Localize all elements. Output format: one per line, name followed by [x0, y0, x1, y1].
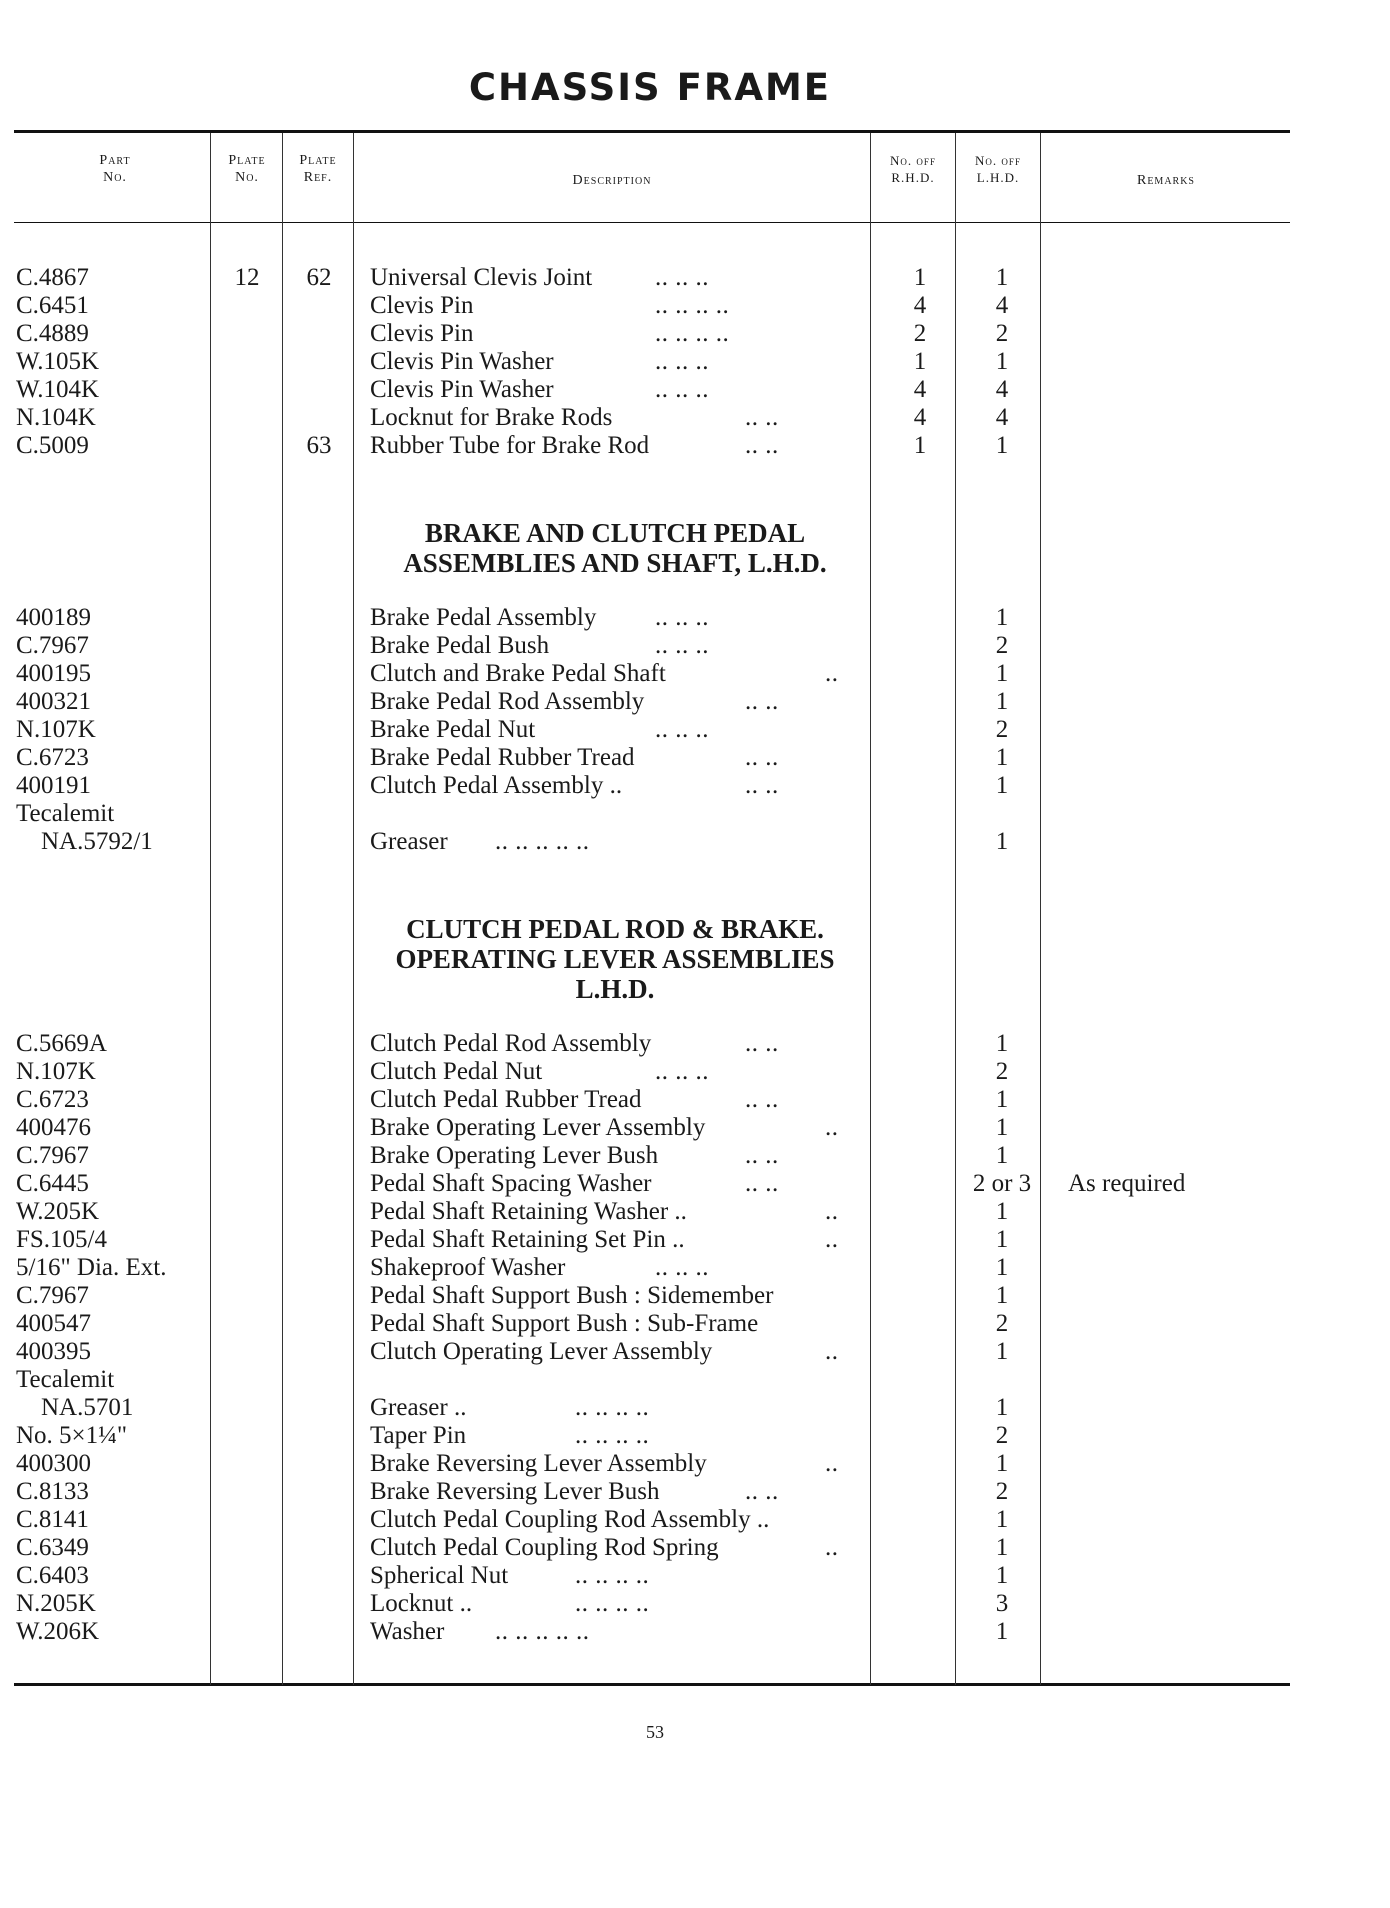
- leader-dots: .. .. ..: [655, 264, 709, 291]
- description: Greaser: [370, 828, 448, 855]
- description: Clutch Pedal Coupling Rod Spring: [370, 1534, 719, 1561]
- description: Brake Reversing Lever Bush: [370, 1478, 660, 1505]
- qty-lhd: 1: [995, 688, 1009, 715]
- qty-lhd: 1: [995, 1506, 1009, 1533]
- part-number: N.205K: [16, 1590, 96, 1617]
- part-number: 400547: [16, 1310, 91, 1337]
- table-row: [0, 1030, 1390, 1058]
- table-row: [0, 1142, 1390, 1170]
- description: Pedal Shaft Support Bush : Sub-Frame: [370, 1310, 759, 1337]
- leader-dots: .. .. ..: [655, 376, 709, 403]
- qty-lhd: 2: [995, 1058, 1009, 1085]
- table-row: [0, 1506, 1390, 1534]
- description: Brake Pedal Assembly: [370, 604, 597, 631]
- qty-rhd: 4: [913, 404, 927, 431]
- part-number: 400476: [16, 1114, 91, 1141]
- leader-dots: .. .. ..: [655, 1058, 709, 1085]
- part-number: Tecalemit: [16, 800, 115, 827]
- leader-dots: .. ..: [745, 688, 779, 715]
- leader-dots: .. .. .. ..: [655, 292, 730, 319]
- qty-lhd: 1: [995, 1394, 1009, 1421]
- qty-lhd: 2: [995, 632, 1009, 659]
- header-description: Description: [572, 173, 652, 188]
- table-row: [0, 1590, 1390, 1618]
- header-part-no: Part No.: [99, 153, 131, 185]
- qty-lhd: 1: [995, 1254, 1009, 1281]
- leader-dots: ..: [825, 1338, 839, 1365]
- qty-rhd: 2: [913, 320, 927, 347]
- leader-dots: .. .. ..: [655, 1254, 709, 1281]
- qty-lhd: 1: [995, 1618, 1009, 1645]
- plate-ref: 62: [306, 264, 332, 291]
- leader-dots: .. ..: [745, 1030, 779, 1057]
- leader-dots: .. ..: [745, 1142, 779, 1169]
- qty-lhd: 2: [995, 320, 1009, 347]
- part-number: W.206K: [16, 1618, 100, 1645]
- qty-rhd: 4: [913, 376, 927, 403]
- qty-lhd: 1: [995, 1534, 1009, 1561]
- table-row: [0, 828, 1390, 856]
- table-row: [0, 432, 1390, 460]
- description: Rubber Tube for Brake Rod: [370, 432, 650, 459]
- part-number: C.7967: [16, 1142, 89, 1169]
- qty-lhd: 4: [995, 376, 1009, 403]
- leader-dots: ..: [825, 660, 839, 687]
- leader-dots: ..: [825, 1226, 839, 1253]
- table-row: [0, 800, 1390, 828]
- part-number: W.104K: [16, 376, 100, 403]
- qty-lhd: 1: [995, 264, 1009, 291]
- leader-dots: .. .. .. ..: [655, 320, 730, 347]
- description: Washer: [370, 1618, 445, 1645]
- description: Locknut ..: [370, 1590, 473, 1617]
- part-number: N.107K: [16, 1058, 96, 1085]
- description: Clevis Pin Washer: [370, 376, 554, 403]
- table-row: [0, 1534, 1390, 1562]
- table-row: [0, 1114, 1390, 1142]
- leader-dots: .. ..: [745, 744, 779, 771]
- description: Pedal Shaft Spacing Washer: [370, 1170, 652, 1197]
- qty-lhd: 1: [995, 604, 1009, 631]
- description: Brake Pedal Rod Assembly: [370, 688, 645, 715]
- qty-lhd: 1: [995, 1198, 1009, 1225]
- header-remarks: Remarks: [1136, 173, 1195, 188]
- description: Clevis Pin: [370, 320, 474, 347]
- description: Brake Operating Lever Assembly: [370, 1114, 706, 1141]
- part-number: 400191: [16, 772, 91, 799]
- section-heading: BRAKE AND CLUTCH PEDAL ASSEMBLIES AND SHAFT, L.H.D.: [403, 518, 827, 578]
- part-number: C.5669A: [16, 1030, 107, 1057]
- part-number: C.4889: [16, 320, 89, 347]
- description: Pedal Shaft Retaining Washer ..: [370, 1198, 687, 1225]
- qty-lhd: 1: [995, 1114, 1009, 1141]
- table-row: [0, 1478, 1390, 1506]
- part-number: FS.105/4: [16, 1226, 108, 1253]
- table-row: [0, 1338, 1390, 1366]
- description: Taper Pin: [370, 1422, 467, 1449]
- description: Pedal Shaft Support Bush : Sidemember: [370, 1282, 774, 1309]
- part-number: 5/16" Dia. Ext.: [16, 1254, 167, 1281]
- page-number: 53: [646, 1722, 664, 1742]
- part-number: C.6723: [16, 1086, 89, 1113]
- leader-dots: ..: [825, 1534, 839, 1561]
- table-row: [0, 1310, 1390, 1338]
- table-row: [0, 292, 1390, 320]
- top-rule: [14, 130, 1290, 133]
- part-number: N.104K: [16, 404, 96, 431]
- part-number: 400195: [16, 660, 91, 687]
- qty-lhd: 1: [995, 1338, 1009, 1365]
- table-row: [0, 1086, 1390, 1114]
- description: Clevis Pin: [370, 292, 474, 319]
- description: Brake Operating Lever Bush: [370, 1142, 659, 1169]
- description: Clevis Pin Washer: [370, 348, 554, 375]
- table-row: [0, 688, 1390, 716]
- table-row: [0, 744, 1390, 772]
- table-row: [0, 1366, 1390, 1394]
- table-row: [0, 320, 1390, 348]
- table-row: [0, 1282, 1390, 1310]
- header-rhd: No. off R.H.D.: [890, 153, 936, 185]
- qty-lhd: 1: [995, 1562, 1009, 1589]
- leader-dots: .. .. ..: [655, 716, 709, 743]
- remarks: As required: [1068, 1170, 1186, 1197]
- leader-dots: .. .. ..: [655, 632, 709, 659]
- part-number: W.205K: [16, 1198, 100, 1225]
- leader-dots: .. ..: [745, 1086, 779, 1113]
- table-row: [0, 660, 1390, 688]
- qty-lhd: 1: [995, 1226, 1009, 1253]
- description: Clutch Pedal Assembly ..: [370, 772, 623, 799]
- table-row: [0, 376, 1390, 404]
- table-row: [0, 604, 1390, 632]
- part-number: C.6723: [16, 744, 89, 771]
- bottom-rule: [14, 1683, 1290, 1686]
- leader-dots: ..: [825, 1198, 839, 1225]
- table-row: [0, 264, 1390, 292]
- leader-dots: .. .. .. ..: [575, 1562, 650, 1589]
- leader-dots: .. .. ..: [655, 348, 709, 375]
- section-heading: CLUTCH PEDAL ROD & BRAKE. OPERATING LEVER ASSEMBLIES L.H.D.: [395, 914, 835, 1004]
- qty-lhd: 2: [995, 1422, 1009, 1449]
- qty-lhd: 2: [995, 1310, 1009, 1337]
- table-row: [0, 348, 1390, 376]
- qty-lhd: 4: [995, 292, 1009, 319]
- description: Universal Clevis Joint: [370, 264, 593, 291]
- header-plate-ref: Plate Ref.: [299, 153, 337, 185]
- part-number: C.7967: [16, 1282, 89, 1309]
- description: Greaser ..: [370, 1394, 467, 1421]
- leader-dots: .. .. .. .. ..: [495, 828, 590, 855]
- leader-dots: ..: [825, 1450, 839, 1477]
- plate-number: 12: [234, 264, 260, 291]
- table-row: [0, 632, 1390, 660]
- part-number: W.105K: [16, 348, 100, 375]
- part-number: C.4867: [16, 264, 89, 291]
- leader-dots: .. .. ..: [655, 604, 709, 631]
- description: Brake Reversing Lever Assembly: [370, 1450, 707, 1477]
- leader-dots: ..: [825, 1114, 839, 1141]
- table-row: [0, 404, 1390, 432]
- qty-lhd: 1: [995, 660, 1009, 687]
- part-number: C.6349: [16, 1534, 89, 1561]
- qty-rhd: 1: [913, 348, 927, 375]
- part-number: 400395: [16, 1338, 91, 1365]
- header-rule: [14, 222, 1290, 223]
- table-row: [0, 1058, 1390, 1086]
- part-number: 400321: [16, 688, 91, 715]
- qty-rhd: 1: [913, 264, 927, 291]
- qty-lhd: 1: [995, 744, 1009, 771]
- plate-ref: 63: [306, 432, 332, 459]
- part-number: C.8133: [16, 1478, 89, 1505]
- table-row: [0, 1198, 1390, 1226]
- qty-lhd: 1: [995, 1282, 1009, 1309]
- description: Shakeproof Washer: [370, 1254, 566, 1281]
- part-number: N.107K: [16, 716, 96, 743]
- description: Clutch Pedal Rubber Tread: [370, 1086, 642, 1113]
- part-number: C.7967: [16, 632, 89, 659]
- table-row: [0, 716, 1390, 744]
- header-lhd: No. off L.H.D.: [975, 153, 1021, 185]
- table-row: [0, 1618, 1390, 1646]
- header-plate-no: Plate No.: [228, 153, 266, 185]
- table-row: [0, 1562, 1390, 1590]
- leader-dots: .. .. .. ..: [575, 1422, 650, 1449]
- leader-dots: .. .. .. ..: [575, 1394, 650, 1421]
- part-number: C.8141: [16, 1506, 89, 1533]
- table-row: [0, 772, 1390, 800]
- qty-lhd: 1: [995, 348, 1009, 375]
- qty-lhd: 1: [995, 1450, 1009, 1477]
- qty-lhd: 1: [995, 1142, 1009, 1169]
- table-row: [0, 1450, 1390, 1478]
- leader-dots: .. ..: [745, 1478, 779, 1505]
- table-row: [0, 1394, 1390, 1422]
- qty-rhd: 4: [913, 292, 927, 319]
- leader-dots: .. ..: [745, 432, 779, 459]
- description: Clutch and Brake Pedal Shaft: [370, 660, 666, 687]
- description: Clutch Pedal Coupling Rod Assembly ..: [370, 1506, 770, 1533]
- table-row: [0, 1170, 1390, 1198]
- part-number: NA.5792/1: [16, 828, 153, 855]
- table-row: [0, 1226, 1390, 1254]
- qty-lhd: 3: [995, 1590, 1009, 1617]
- description: Brake Pedal Nut: [370, 716, 536, 743]
- description: Pedal Shaft Retaining Set Pin ..: [370, 1226, 685, 1253]
- page-title: CHASSIS FRAME: [468, 66, 832, 109]
- qty-rhd: 1: [913, 432, 927, 459]
- qty-lhd: 1: [995, 1086, 1009, 1113]
- leader-dots: .. ..: [745, 1170, 779, 1197]
- leader-dots: .. .. .. .. ..: [495, 1618, 590, 1645]
- description: Locknut for Brake Rods: [370, 404, 613, 431]
- qty-lhd: 1: [995, 828, 1009, 855]
- description: Clutch Pedal Nut: [370, 1058, 543, 1085]
- part-number: C.6403: [16, 1562, 89, 1589]
- table-row: [0, 1254, 1390, 1282]
- description: Clutch Pedal Rod Assembly: [370, 1030, 652, 1057]
- table-row: [0, 1422, 1390, 1450]
- part-number: Tecalemit: [16, 1366, 115, 1393]
- leader-dots: .. .. .. ..: [575, 1590, 650, 1617]
- description: Spherical Nut: [370, 1562, 509, 1589]
- description: Brake Pedal Rubber Tread: [370, 744, 635, 771]
- qty-lhd: 4: [995, 404, 1009, 431]
- part-number: No. 5×1¼": [16, 1422, 128, 1449]
- qty-lhd: 2: [995, 716, 1009, 743]
- part-number: C.5009: [16, 432, 89, 459]
- qty-lhd: 2: [995, 1478, 1009, 1505]
- qty-lhd: 1: [995, 432, 1009, 459]
- qty-lhd: 1: [995, 1030, 1009, 1057]
- part-number: 400300: [16, 1450, 91, 1477]
- leader-dots: .. ..: [745, 404, 779, 431]
- part-number: NA.5701: [16, 1394, 134, 1421]
- qty-lhd: 1: [995, 772, 1009, 799]
- description: Clutch Operating Lever Assembly: [370, 1338, 713, 1365]
- description: Brake Pedal Bush: [370, 632, 550, 659]
- qty-lhd: 2 or 3: [972, 1170, 1032, 1197]
- leader-dots: .. ..: [745, 772, 779, 799]
- part-number: C.6445: [16, 1170, 89, 1197]
- part-number: C.6451: [16, 292, 89, 319]
- part-number: 400189: [16, 604, 91, 631]
